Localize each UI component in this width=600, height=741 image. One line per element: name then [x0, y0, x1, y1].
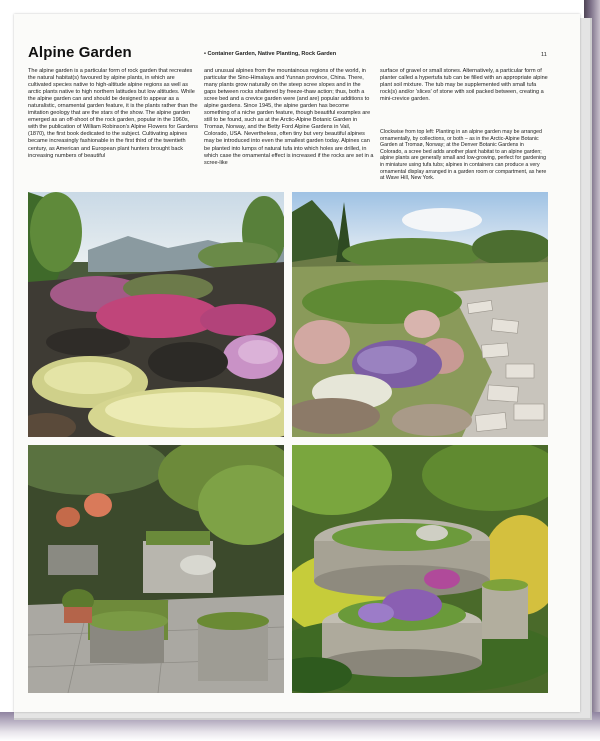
- flowering-cushion-plants-icon: [28, 192, 284, 437]
- body-column-2: and unusual alpines from the mountainous regions of the world, in particular the Sino-Himalaya and Yunnan province, China. There, many plants grow naturally on the steep scree slopes and in the gaps between rocks shattered by freeze-thaw action; thus, both a scree bed and a crevice garden were (and are) popular additions to alpine gardens. Since 1945, the alpine garden has become something of a niche garden feature, though beautiful examples are still to be found, such as at the Arctic-Alpine Botanic Garden in Tromsø, Norway, and the Betty Ford Alpine Gardens in Vail, Colorado, USA. Nevertheless, often tiny but very beautiful alpines may be introduced into even the smallest garden today. Alpines can be planted into lumps of natural tufa into which holes are drilled, in which case the ornamental effect is increased if the rocks are set in a scree-like: [204, 68, 374, 166]
- rocky-scree-garden-icon: [292, 192, 548, 437]
- book-page: [14, 14, 580, 712]
- page-number: 11: [541, 52, 547, 58]
- page-title: Alpine Garden: [28, 44, 132, 61]
- planted-tufa-tubs-icon: [292, 445, 548, 693]
- photo-arctic-alpine-garden-tromso: [28, 192, 284, 437]
- photo-denver-scree-bed: [292, 192, 548, 437]
- photo-hypertufa-tubs: [292, 445, 548, 693]
- photo-wave-hill-containers: [28, 445, 284, 693]
- photo-caption: Clockwise from top left: Planting in an alpine garden may be arranged ornamentally, by collections, or both – as in the Arctic-Alpine Botanic Garden at Tromsø, Norway; at the Denver Botanic Gardens in Colorado, a scree bed adds another plant habitat to an alpine garden; alpine plants are generally small and low-growing, perfect for gardening in miniature using tufa tubs; alpines in containers can produce a very ornamental display arranged in a garden room or compartment, as here at Wave Hill, New York.: [380, 129, 547, 182]
- category-tags: • Container Garden, Native Planting, Rock Garden: [204, 51, 337, 57]
- body-column-3: surface of gravel or small stones. Alternatively, a particular form of planter called a hypertufa tub can be filled with an appropriate alpine plant soil mixture. The tub may be supplemented with small tufa rock(s) and/or 'slices' of stone with soil packed between, creating a mini-crevice garden.: [380, 68, 548, 103]
- stone-troughs-icon: [28, 445, 284, 693]
- body-column-1: The alpine garden is a particular form of rock garden that recreates the natural habitat(s) favoured by alpine plants, in which are cultivated species native to high-altitude alpine regions as well as arctic plants native to high northern latitudes but low altitudes. While the alpine garden can and should be designed to appear as a naturalistic, ornamental garden feature, it is the plants rather than the imitation geology that are the stars of the show. The alpine garden emerged as an off-shoot of the rock garden, popular in the 1960s, with the publication of William Robinson's Alpine Flowers for Gardens (1870), the first book dedicated to the subject. Cultivating alpines became increasingly fashionable in the first third of the twentieth century, as American and European plant hunters brought back increasing numbers of beautiful: [28, 68, 199, 159]
